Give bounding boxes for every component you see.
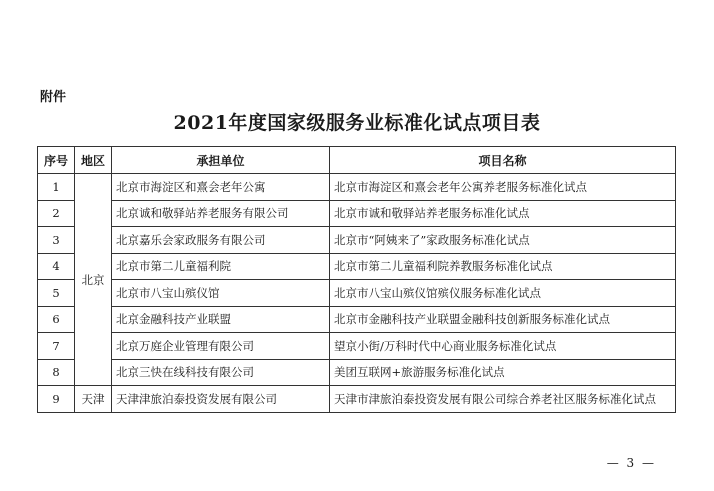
row-number: 8 (38, 359, 75, 386)
region-cell-beijing: 北京 (75, 174, 112, 386)
row-number: 3 (38, 227, 75, 254)
project-cell: 北京市诚和敬驿站养老服务标准化试点 (330, 200, 676, 227)
row-number: 5 (38, 280, 75, 307)
table-row (38, 280, 676, 307)
table-row (38, 200, 676, 227)
unit-cell: 北京嘉乐会家政服务有限公司 (112, 227, 330, 254)
table-row (38, 174, 676, 201)
row-number: 9 (38, 386, 75, 413)
unit-cell: 北京市第二儿童福利院 (112, 253, 330, 280)
row-number: 7 (38, 333, 75, 360)
row-number: 6 (38, 306, 75, 333)
unit-cell: 北京三快在线科技有限公司 (112, 359, 330, 386)
project-cell: 北京市八宝山殡仪馆殡仪服务标准化试点 (330, 280, 676, 307)
attachment-label: 附件 (40, 90, 67, 105)
project-cell: 北京市金融科技产业联盟金融科技创新服务标准化试点 (330, 306, 676, 333)
row-number: 4 (38, 253, 75, 280)
table-row (38, 227, 676, 254)
header-project: 项目名称 (330, 147, 676, 174)
table-row (38, 359, 676, 386)
row-number: 1 (38, 174, 75, 201)
header-unit: 承担单位 (112, 147, 330, 174)
project-cell: 望京小街/万科时代中心商业服务标准化试点 (330, 333, 676, 360)
unit-cell: 北京诚和敬驿站养老服务有限公司 (112, 200, 330, 227)
project-cell: 天津市津旅泊泰投资发展有限公司综合养老社区服务标准化试点 (330, 386, 676, 413)
unit-cell: 天津津旅泊泰投资发展有限公司 (112, 386, 330, 413)
row-number: 2 (38, 200, 75, 227)
table-row (38, 386, 676, 413)
table-row (38, 306, 676, 333)
table-row (38, 333, 676, 360)
document-title: 2021年度国家级服务业标准化试点项目表 (173, 112, 541, 134)
header-num: 序号 (38, 147, 75, 174)
unit-cell: 北京市海淀区和熹会老年公寓 (112, 174, 330, 201)
pilot-projects-table (37, 146, 676, 413)
table-header-row (38, 147, 676, 174)
unit-cell: 北京市八宝山殡仪馆 (112, 280, 330, 307)
project-cell: 美团互联网+旅游服务标准化试点 (330, 359, 676, 386)
unit-cell: 北京金融科技产业联盟 (112, 306, 330, 333)
project-cell: 北京市“阿姨来了”家政服务标准化试点 (330, 227, 676, 254)
header-region: 地区 (75, 147, 112, 174)
region-cell-tianjin: 天津 (75, 386, 112, 413)
unit-cell: 北京万庭企业管理有限公司 (112, 333, 330, 360)
page-number: — 3 — (606, 456, 656, 470)
project-cell: 北京市海淀区和熹会老年公寓养老服务标准化试点 (330, 174, 676, 201)
table-row (38, 253, 676, 280)
project-cell: 北京市第二儿童福利院养教服务标准化试点 (330, 253, 676, 280)
